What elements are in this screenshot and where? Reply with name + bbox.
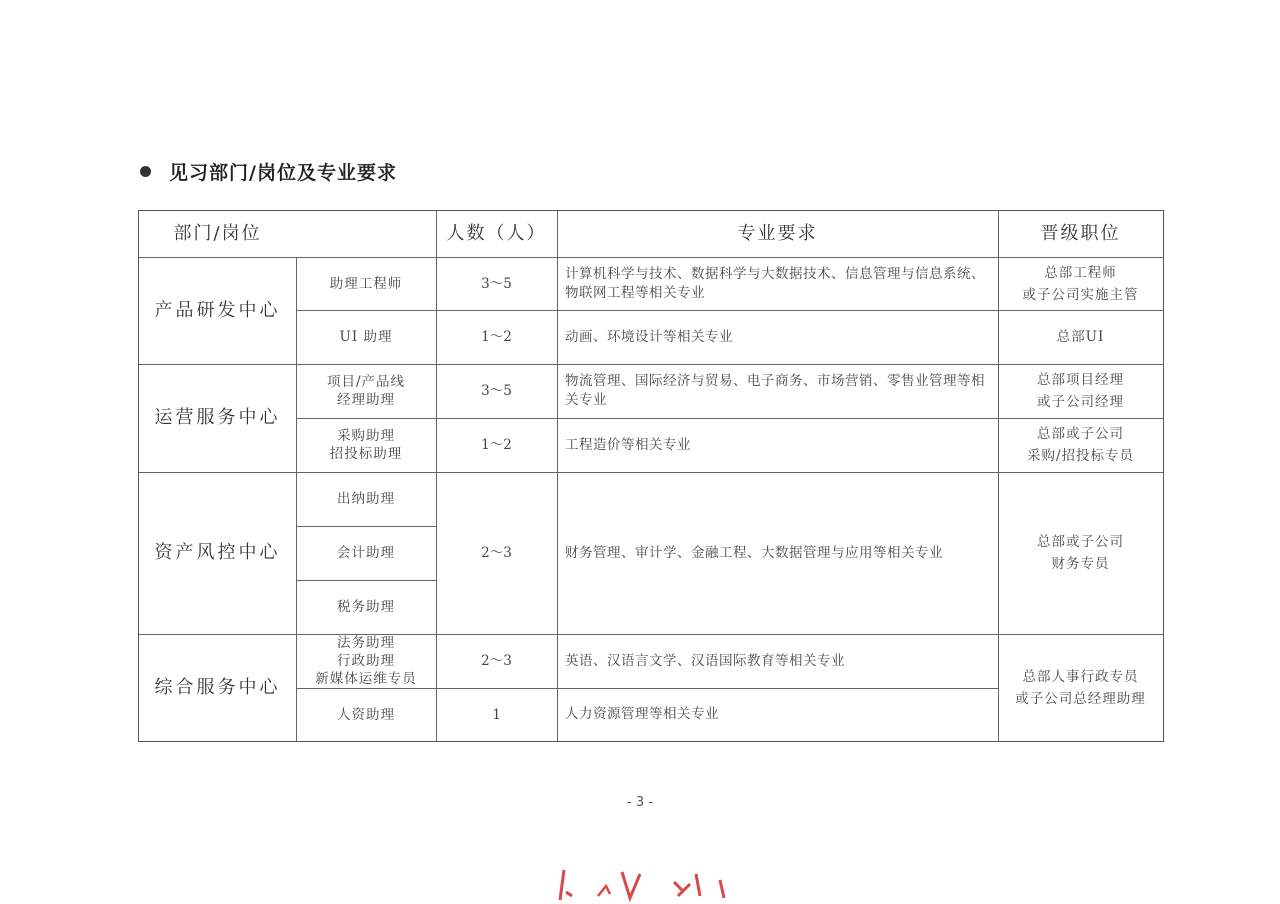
position-cell: 采购助理 招投标助理 (329, 428, 403, 462)
table-divider (139, 634, 1163, 635)
red-seal-stamp (550, 862, 750, 904)
heading-text: 见习部门/岗位及专业要求 (169, 162, 397, 184)
major-cell: 动画、环境设计等相关专业 (565, 328, 733, 345)
headcount-cell: 2～3 (481, 545, 512, 561)
dept-general-services: 综合服务中心 (154, 676, 281, 698)
table-divider (296, 418, 1163, 419)
header-dept-position: 部门/岗位 (173, 223, 262, 244)
position-cell: 税务助理 (337, 599, 395, 615)
position-cell: 项目/产品线 经理助理 (326, 374, 406, 408)
major-cell: 财务管理、审计学、金融工程、大数据管理与应用等相关专业 (565, 544, 943, 561)
header-promotion: 晋级职位 (1040, 223, 1121, 244)
major-cell: 物流管理、国际经济与贸易、电子商务、市场营销、零售业管理等相关专业 (565, 373, 985, 408)
table-divider (998, 211, 999, 741)
page-number: - 3 - (627, 795, 653, 810)
position-cell: 助理工程师 (329, 275, 403, 292)
position-cell: 法务助理 行政助理 新媒体运维专员 (315, 635, 417, 687)
headcount-cell: 2～3 (481, 653, 512, 669)
major-cell: 计算机科学与技术、数据科学与大数据技术、信息管理与信息系统、物联网工程等相关专业 (565, 265, 985, 301)
table-divider (139, 472, 1163, 473)
headcount-cell: 3～5 (481, 275, 512, 292)
promotion-cell: 总部工程师 或子公司实施主管 (1022, 264, 1139, 303)
table-divider (436, 211, 437, 741)
table-divider (296, 257, 297, 741)
table-divider (557, 211, 558, 741)
dept-operations: 运营服务中心 (154, 407, 281, 428)
position-cell: 出纳助理 (337, 491, 395, 507)
section-heading (140, 158, 397, 185)
dept-product-rd: 产品研发中心 (154, 299, 281, 321)
table-divider (296, 580, 436, 581)
promotion-cell: 总部人事行政专员 或子公司总经理助理 (1015, 668, 1146, 707)
position-cell: UI 助理 (339, 329, 393, 345)
header-major: 专业要求 (737, 223, 818, 244)
position-cell: 人资助理 (337, 706, 395, 723)
table-divider (296, 310, 1163, 311)
promotion-cell: 总部项目经理 或子公司经理 (1037, 372, 1124, 410)
major-cell: 工程造价等相关专业 (565, 436, 691, 453)
headcount-cell: 1 (492, 706, 501, 723)
headcount-cell: 1～2 (481, 329, 512, 345)
dept-asset-risk: 资产风控中心 (154, 542, 281, 563)
headcount-cell: 1～2 (481, 437, 512, 453)
position-table (138, 210, 1164, 742)
headcount-cell: 3～5 (481, 383, 512, 399)
promotion-cell: 总部或子公司 采购/招投标专员 (1026, 426, 1135, 464)
header-headcount: 人数（人） (446, 223, 547, 244)
promotion-cell: 总部UI (1056, 329, 1105, 345)
bullet-icon (140, 166, 151, 177)
position-cell: 会计助理 (337, 545, 395, 561)
major-cell: 人力资源管理等相关专业 (565, 706, 719, 722)
table-divider (139, 364, 1163, 365)
major-cell: 英语、汉语言文学、汉语国际教育等相关专业 (565, 652, 845, 669)
table-divider (139, 257, 1163, 258)
promotion-cell: 总部或子公司 财务专员 (1037, 534, 1124, 572)
table-divider (296, 688, 998, 689)
table-divider (296, 526, 436, 527)
